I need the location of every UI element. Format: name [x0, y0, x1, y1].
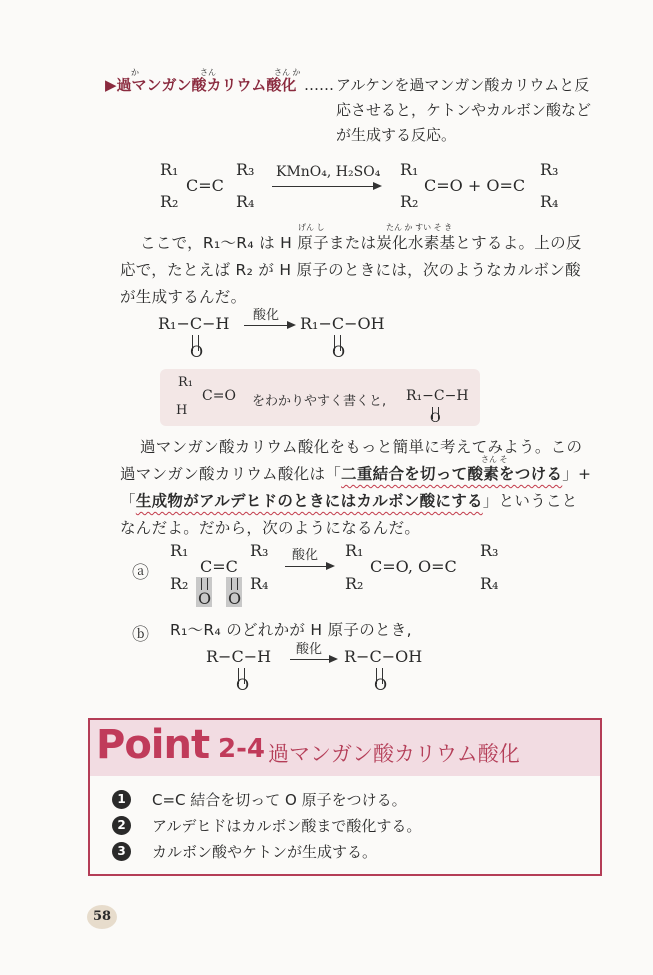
ea-r2: R₂ — [170, 574, 189, 593]
note-formula: R₁−C−H — [406, 388, 469, 404]
para1-ruby-tanka: たん か すい そ き — [386, 223, 453, 232]
eb-right-o: O — [374, 675, 388, 694]
note-text: をわかりやすく書くと, — [252, 394, 387, 409]
point-bullet-3: 3 — [112, 842, 131, 861]
product-label: C=O + O=C — [424, 176, 526, 195]
r3-label: R₃ — [236, 160, 255, 179]
p-r4-label: R₄ — [540, 192, 559, 211]
r2-left-o: O — [190, 342, 204, 361]
para1-line2: 応で，たとえば R₂ が H 原子のときには，次のようなカルボン酸 — [120, 261, 581, 279]
note-r1: R₁ — [178, 375, 193, 390]
ea-p-r4: R₄ — [480, 574, 499, 593]
r4-label: R₄ — [236, 192, 255, 211]
intro-line1: アルケンを過マンガン酸カリウムと反 — [336, 76, 590, 94]
ea-r1: R₁ — [170, 541, 189, 560]
r1-label: R₁ — [160, 160, 179, 179]
intro-ruby-ka: か — [131, 68, 139, 77]
point-item-2: アルデヒドはカルボン酸まで酸化する。 — [152, 817, 422, 835]
eb-left-o: O — [236, 675, 250, 694]
ea-o-left: O — [198, 589, 212, 608]
point-bullet-1: 1 — [112, 790, 131, 809]
eb-arrow-label: 酸化 — [296, 642, 323, 657]
note-co: C=O — [202, 388, 236, 404]
para2-line2-post: 」+ — [562, 465, 592, 483]
ea-p-r1: R₁ — [345, 541, 364, 560]
mark-b: ⓑ — [132, 625, 149, 645]
r2-right-o: O — [332, 342, 346, 361]
para2-line4: なんだよ。だから，次のようになるんだ。 — [120, 519, 421, 537]
r2-right: R₁−C−OH — [300, 314, 385, 333]
cc-double-bond: C=C — [186, 176, 224, 195]
ea-arrow — [285, 566, 333, 567]
ea-product: C=O, O=C — [370, 557, 457, 576]
point-box — [88, 718, 602, 876]
point-word: Point — [96, 722, 210, 768]
note-h: H — [176, 403, 188, 418]
intro-line3: が生成する反応。 — [336, 126, 457, 144]
ea-r3: R₃ — [250, 541, 269, 560]
point-item-1: C=C 結合を切って O 原子をつける。 — [152, 791, 407, 809]
ea-cc: C=C — [200, 557, 238, 576]
para1-line3: が生成するんだ。 — [120, 288, 247, 306]
ea-arrow-label: 酸化 — [292, 548, 319, 563]
note-box — [160, 369, 480, 426]
reaction-arrow — [272, 186, 380, 187]
intro-ruby-san: さん — [200, 68, 216, 77]
r2-arrow-label: 酸化 — [253, 308, 280, 323]
para2-line3-post: 」ということ — [482, 492, 578, 510]
para2-line1: 過マンガン酸カリウム酸化をもっと簡単に考えてみよう。この — [140, 438, 583, 456]
intro-term: ▶過マンガン酸カリウム酸化 — [105, 76, 297, 94]
para2-line3-pre: 「 — [120, 492, 136, 510]
eb-right: R−C−OH — [344, 647, 423, 666]
point-number: 2-4 — [218, 734, 265, 764]
p-r1-label: R₁ — [400, 160, 419, 179]
ea-r4: R₄ — [250, 574, 269, 593]
p-r2-label: R₂ — [400, 192, 419, 211]
intro-ruby-sanka: さん か — [274, 68, 301, 77]
note-o: O — [430, 411, 441, 426]
para2-line2 — [120, 461, 591, 488]
para2-ruby-sanso: さん そ — [481, 455, 508, 464]
para2-line3 — [120, 488, 578, 515]
ea-p-r2: R₂ — [345, 574, 364, 593]
eb-arrow — [290, 659, 336, 660]
page-number: 58 — [87, 905, 117, 929]
reagent-label: KMnO₄, H₂SO₄ — [276, 164, 381, 180]
para1-line1: ここで，R₁〜R₄ は H 原子または炭化水素基とするよ。上の反 — [140, 234, 582, 252]
para2-emphasis-2: 生成物がアルデヒドのときにはカルボン酸にする — [135, 492, 483, 510]
eb-text: R₁〜R₄ のどれかが H 原子のとき, — [170, 621, 412, 639]
para2-line2-pre: 過マンガン酸カリウム酸化は「 — [120, 465, 342, 483]
intro-line2: 応させると，ケトンやカルボン酸など — [336, 101, 592, 119]
point-title: 過マンガン酸カリウム酸化 — [268, 742, 520, 766]
ea-o-right: O — [228, 589, 242, 608]
intro-dots: …… — [304, 76, 334, 94]
eb-left: R−C−H — [206, 647, 272, 666]
ea-p-r3: R₃ — [480, 541, 499, 560]
point-item-3: カルボン酸やケトンが生成する。 — [152, 843, 378, 861]
para2-emphasis-1: 二重結合を切って酸素をつける — [341, 465, 563, 483]
r2-left: R₁−C−H — [158, 314, 230, 333]
p-r3-label: R₃ — [540, 160, 559, 179]
r2-arrow — [244, 325, 294, 326]
point-bullet-2: 2 — [112, 816, 131, 835]
r2-label: R₂ — [160, 192, 179, 211]
para1-ruby-genshi: げん し — [298, 223, 325, 232]
point-header — [90, 720, 600, 776]
mark-a: ⓐ — [132, 563, 149, 583]
